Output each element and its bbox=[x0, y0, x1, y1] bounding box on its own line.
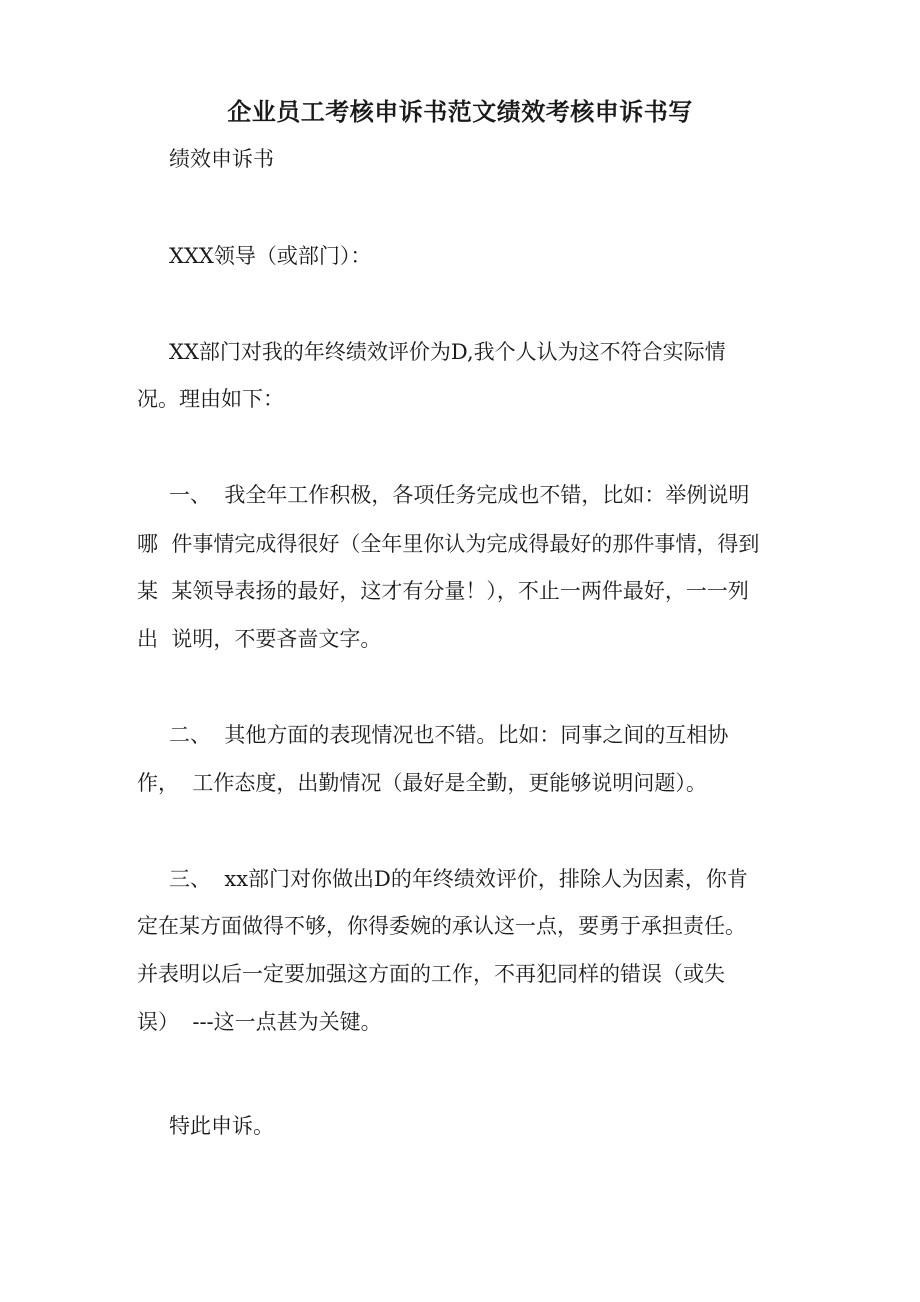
salutation-line: XXX领导（或部门）： bbox=[169, 244, 372, 268]
reason-one-line: 一、 我全年工作积极，各项任务完成也不错，比如：举例说明 bbox=[169, 483, 750, 507]
reason-three-line: 误） ---这一点甚为关键。 bbox=[137, 1010, 382, 1034]
reason-three-line: 三、 xx部门对你做出D的年终绩效评价，排除人为因素，你肯 bbox=[169, 867, 748, 891]
closing-line: 特此申诉。 bbox=[169, 1114, 274, 1138]
reason-two-line: 作， 工作态度，出勤情况（最好是全勤，更能够说明问题）。 bbox=[137, 771, 707, 795]
document-title: 企业员工考核申诉书范文绩效考核申诉书写 bbox=[227, 97, 693, 126]
reason-three-line: 并表明以后一定要加强这方面的工作，不再犯同样的错误（或失 bbox=[137, 962, 725, 986]
paragraph-intro-line: 况。理由如下： bbox=[137, 387, 284, 411]
reason-one-line: 出 说明，不要吝啬文字。 bbox=[137, 627, 382, 651]
reason-three-line: 定在某方面做得不够，你得委婉的承认这一点，要勇于承担责任。 bbox=[137, 914, 746, 938]
subtitle-line: 绩效申诉书 bbox=[169, 147, 274, 171]
reason-two-line: 二、 其他方面的表现情况也不错。比如：同事之间的互相协 bbox=[169, 723, 729, 747]
reason-one-line: 哪 件事情完成得很好（全年里你认为完成得最好的那件事情，得到 bbox=[137, 532, 760, 556]
reason-one-line: 某 某领导表扬的最好，这才有分量！），不止一两件最好，一一列 bbox=[137, 579, 749, 603]
paragraph-intro-line: XX部门对我的年终绩效评价为D,我个人认为这不符合实际情 bbox=[169, 340, 726, 364]
